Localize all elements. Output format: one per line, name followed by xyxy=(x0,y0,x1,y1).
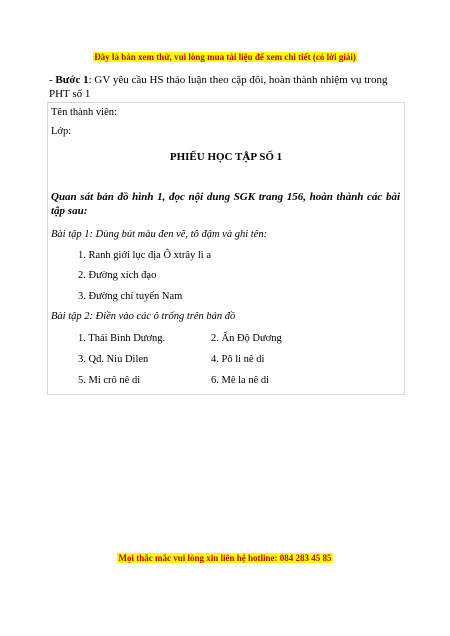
preview-notice-banner xyxy=(0,52,450,62)
exercise-2-item: 4. Pô li nê di xyxy=(211,354,265,365)
step-prefix: - xyxy=(49,74,56,86)
exercise-1-item: 1. Ranh giới lục địa Ô xtrây li a xyxy=(78,250,211,261)
exercise-1-title: Bài tập 1: Dùng bút màu đen vẽ, tô đậm và ghi tên: xyxy=(51,229,268,240)
step-text: : GV yêu cầu HS thảo luận theo cặp đôi, hoàn thành nhiệm vụ trong PHT số 1 xyxy=(49,74,388,100)
exercise-2-title: Bài tập 2: Điền vào các ô trống trên bản đồ xyxy=(51,311,236,322)
hotline-text: Mọi thắc mắc vui lòng xin liên hệ hotline: 084 283 45 85 xyxy=(118,553,332,563)
exercise-1-item: 2. Đường xích đạo xyxy=(78,270,157,281)
exercise-2-item: 2. Ấn Độ Dương xyxy=(211,333,282,344)
exercise-2-item: 5. Mi crô nê di xyxy=(78,375,141,386)
step-instruction xyxy=(49,73,405,101)
exercise-2-item: 6. Mê la nê di xyxy=(211,375,270,386)
worksheet-title: PHIẾU HỌC TẬP SỐ 1 xyxy=(169,151,283,163)
member-label: Tên thành viên: xyxy=(51,107,117,118)
exercise-1-item: 3. Đường chí tuyến Nam xyxy=(78,291,183,302)
worksheet-instruction: Quan sát bản đồ hình 1, đọc nội dung SGK trang 156, hoàn thành các bài tập sau: xyxy=(51,191,400,217)
step-label: Bước 1 xyxy=(55,74,89,86)
worksheet-box xyxy=(47,102,405,395)
preview-notice-text: Đây là bản xem thử, vui lòng mua tài liệu để xem chi tiết (có lời giải) xyxy=(94,52,356,62)
class-label: Lớp: xyxy=(51,126,72,137)
exercise-2-item: 3. Qđ. Niu Dilen xyxy=(78,354,149,365)
hotline-banner xyxy=(0,553,450,563)
exercise-2-item: 1. Thái Bình Dương. xyxy=(78,333,166,344)
